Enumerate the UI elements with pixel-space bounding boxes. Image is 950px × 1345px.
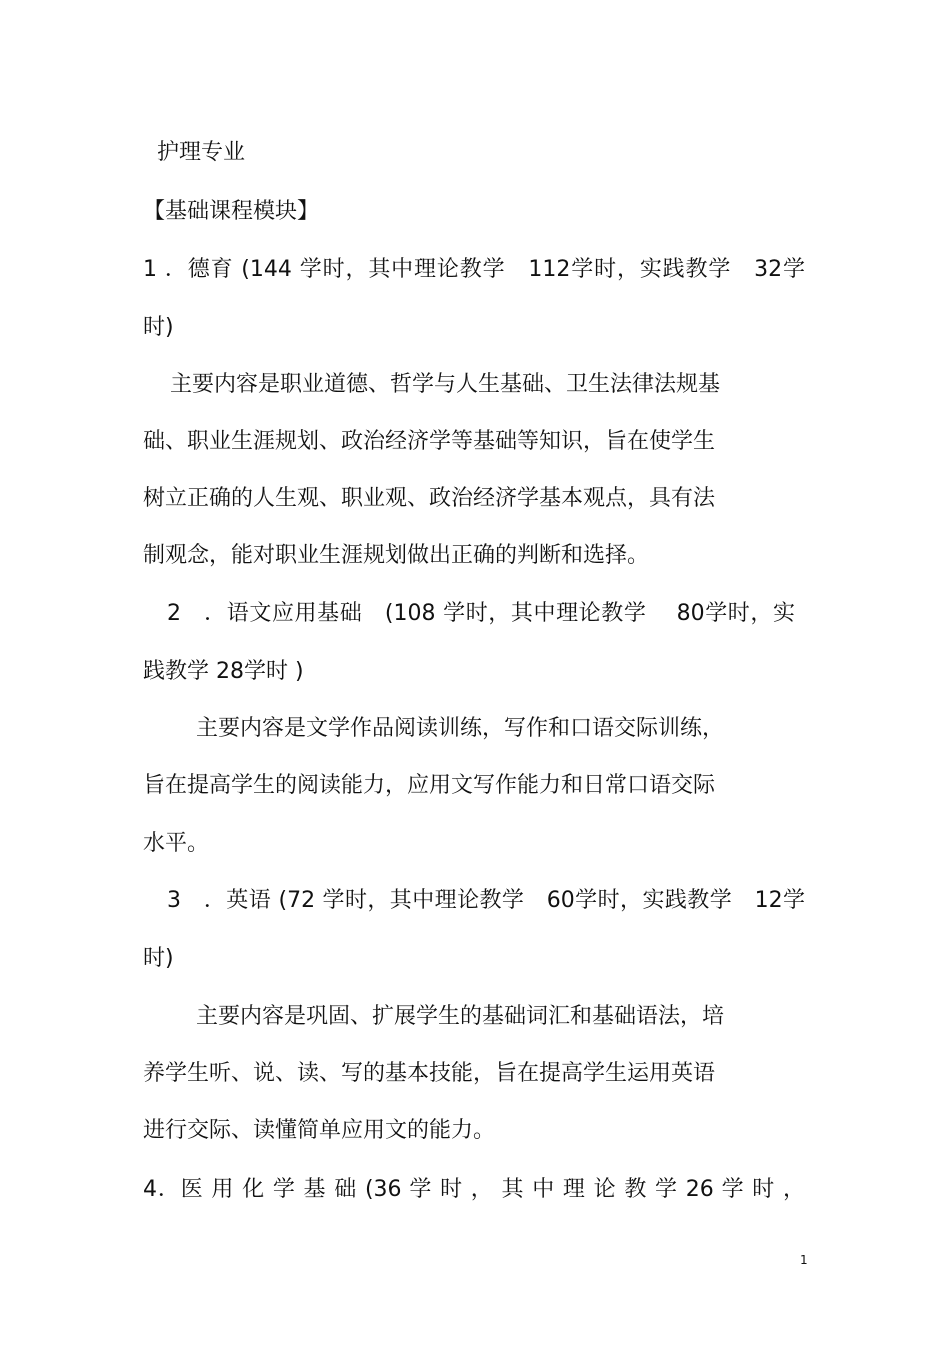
course2-heading: 2 ．语文应用基础 (108 学时，其中理论教学 80学时，实 [167, 601, 795, 626]
course1-body-line: 主要内容是职业道德、哲学与人生基础、卫生法律法规基 [170, 372, 721, 397]
course3-heading: 3 ．英语 (72 学时，其中理论教学 60学时，实践教学 12学 [167, 888, 805, 913]
course1-heading: 1 ．德育 (144 学时，其中理论教学 112学时，实践教学 32学 [143, 257, 805, 282]
course1-heading-continued: 时) [143, 315, 174, 340]
course1-body-line: 树立正确的人生观、职业观、政治经济学基本观点，具有法 [143, 486, 716, 511]
course2-body-line: 主要内容是文学作品阅读训练，写作和口语交际训练， [196, 716, 725, 741]
course3-body-line: 进行交际、读懂简单应用文的能力。 [143, 1118, 496, 1143]
module-heading: 【基础课程模块】 [143, 199, 320, 224]
course3-body-line: 养学生听、说、读、写的基本技能，旨在提高学生运用英语 [143, 1061, 716, 1086]
course2-heading-continued: 践教学 28学时 ) [143, 659, 304, 684]
page-number: 1 [800, 1253, 808, 1267]
course2-body-line: 水平。 [143, 831, 210, 856]
course1-body-line: 础、职业生涯规划、政治经济学等基础等知识，旨在使学生 [143, 429, 716, 454]
course1-body-line: 制观念，能对职业生涯规划做出正确的判断和选择。 [143, 543, 650, 568]
course3-heading-continued: 时) [143, 946, 174, 971]
course4-heading: 4．医 用 化 学 基 础 (36 学 时 ， 其 中 理 论 教 学 26 学 时 ， [143, 1177, 805, 1202]
course3-body-line: 主要内容是巩固、扩展学生的基础词汇和基础语法，培 [196, 1004, 725, 1029]
major-title: 护理专业 [157, 140, 246, 165]
course2-body-line: 旨在提高学生的阅读能力，应用文写作能力和日常口语交际 [143, 773, 716, 798]
